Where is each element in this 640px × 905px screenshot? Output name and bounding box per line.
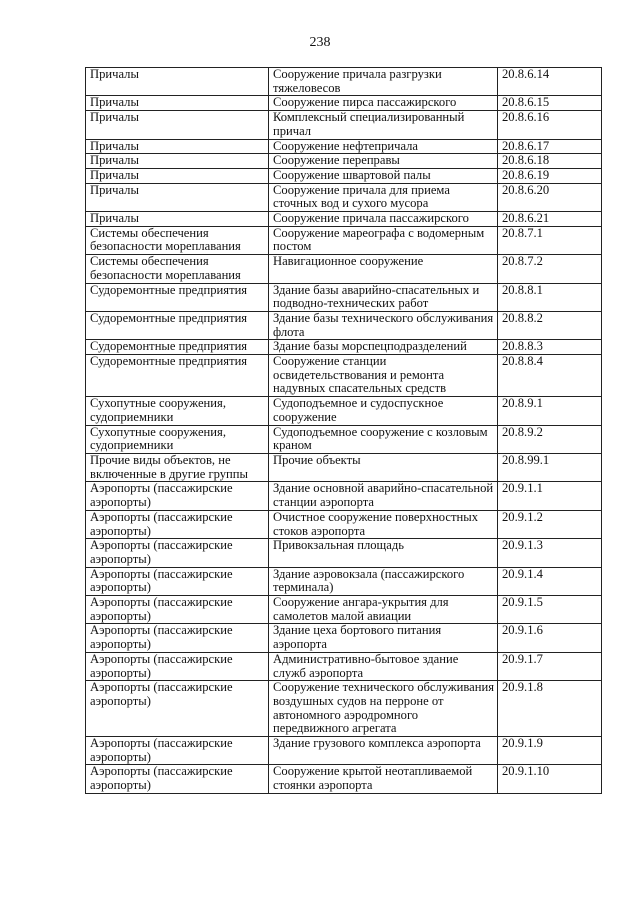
table-row — [86, 183, 602, 211]
group-cell: Прочие виды объектов, не включенные в другие группы — [86, 453, 269, 481]
code-cell: 20.9.1.6 — [498, 624, 602, 652]
group-cell: Причалы — [86, 154, 269, 169]
table-row — [86, 510, 602, 538]
object-cell: Здание базы морспецподразделений — [269, 340, 498, 355]
table-row — [86, 737, 602, 765]
code-cell: 20.8.9.2 — [498, 425, 602, 453]
code-cell: 20.8.6.20 — [498, 183, 602, 211]
table-row — [86, 311, 602, 339]
code-cell: 20.8.8.2 — [498, 311, 602, 339]
group-cell: Аэропорты (пассажирские аэропорты) — [86, 596, 269, 624]
object-cell: Сооружение причала для приема сточных вод и сухого мусора — [269, 183, 498, 211]
code-cell: 20.8.6.17 — [498, 139, 602, 154]
group-cell: Сухопутные сооружения, судоприемники — [86, 397, 269, 425]
table-row — [86, 453, 602, 481]
group-cell: Аэропорты (пассажирские аэропорты) — [86, 539, 269, 567]
object-cell: Сооружение технического обслуживания воздушных судов на перроне от автономного аэродромного передвижного агрегата — [269, 681, 498, 737]
table-row — [86, 168, 602, 183]
object-cell: Очистное сооружение поверхностных стоков аэропорта — [269, 510, 498, 538]
group-cell: Судоремонтные предприятия — [86, 340, 269, 355]
object-cell: Комплексный специализированный причал — [269, 111, 498, 139]
table-row — [86, 139, 602, 154]
code-cell: 20.9.1.3 — [498, 539, 602, 567]
table-row — [86, 355, 602, 397]
code-cell: 20.8.6.15 — [498, 96, 602, 111]
object-cell: Здание базы аварийно-спасательных и подводно-технических работ — [269, 283, 498, 311]
table-row — [86, 539, 602, 567]
code-cell: 20.8.7.2 — [498, 255, 602, 283]
page-number: 238 — [309, 35, 331, 50]
object-cell: Сооружение переправы — [269, 154, 498, 169]
object-cell: Сооружение нефтепричала — [269, 139, 498, 154]
table-row — [86, 212, 602, 227]
group-cell: Аэропорты (пассажирские аэропорты) — [86, 652, 269, 680]
table-row — [86, 283, 602, 311]
code-cell: 20.8.9.1 — [498, 397, 602, 425]
object-cell: Сооружение ангара-укрытия для самолетов малой авиации — [269, 596, 498, 624]
object-cell: Привокзальная площадь — [269, 539, 498, 567]
table-row — [86, 255, 602, 283]
group-cell: Причалы — [86, 212, 269, 227]
table-row — [86, 154, 602, 169]
object-cell: Здание аэровокзала (пассажирского терминала) — [269, 567, 498, 595]
object-cell: Сооружение причала разгрузки тяжеловесов — [269, 68, 498, 96]
code-cell: 20.9.1.9 — [498, 737, 602, 765]
code-cell: 20.9.1.7 — [498, 652, 602, 680]
table-row — [86, 624, 602, 652]
code-cell: 20.8.6.14 — [498, 68, 602, 96]
group-cell: Причалы — [86, 168, 269, 183]
object-cell: Сооружение крытой неотапливаемой стоянки аэропорта — [269, 765, 498, 793]
code-cell: 20.9.1.4 — [498, 567, 602, 595]
table-row — [86, 765, 602, 793]
object-cell: Сооружение причала пассажирского — [269, 212, 498, 227]
object-cell: Здание грузового комплекса аэропорта — [269, 737, 498, 765]
object-cell: Сооружение станции освидетельствования и ремонта надувных спасательных средств — [269, 355, 498, 397]
code-cell: 20.9.1.10 — [498, 765, 602, 793]
code-cell: 20.9.1.8 — [498, 681, 602, 737]
group-cell: Причалы — [86, 139, 269, 154]
objects-table — [85, 67, 602, 794]
object-cell: Сооружение пирса пассажирского — [269, 96, 498, 111]
group-cell: Аэропорты (пассажирские аэропорты) — [86, 567, 269, 595]
code-cell: 20.8.6.21 — [498, 212, 602, 227]
object-cell: Навигационное сооружение — [269, 255, 498, 283]
table-row — [86, 596, 602, 624]
code-cell: 20.9.1.1 — [498, 482, 602, 510]
table-row — [86, 482, 602, 510]
group-cell: Причалы — [86, 68, 269, 96]
code-cell: 20.8.7.1 — [498, 226, 602, 254]
table-row — [86, 68, 602, 96]
code-cell: 20.9.1.5 — [498, 596, 602, 624]
group-cell: Судоремонтные предприятия — [86, 283, 269, 311]
code-cell: 20.8.8.4 — [498, 355, 602, 397]
object-cell: Сооружение мареографа с водомерным постом — [269, 226, 498, 254]
group-cell: Аэропорты (пассажирские аэропорты) — [86, 765, 269, 793]
group-cell: Причалы — [86, 111, 269, 139]
table-row — [86, 397, 602, 425]
code-cell: 20.8.6.18 — [498, 154, 602, 169]
table-body — [86, 68, 602, 794]
group-cell: Сухопутные сооружения, судоприемники — [86, 425, 269, 453]
object-cell: Здание базы технического обслуживания флота — [269, 311, 498, 339]
group-cell: Аэропорты (пассажирские аэропорты) — [86, 624, 269, 652]
table-row — [86, 226, 602, 254]
code-cell: 20.8.8.1 — [498, 283, 602, 311]
group-cell: Аэропорты (пассажирские аэропорты) — [86, 482, 269, 510]
object-cell: Здание основной аварийно-спасательной станции аэропорта — [269, 482, 498, 510]
table-row — [86, 340, 602, 355]
table-row — [86, 96, 602, 111]
group-cell: Судоремонтные предприятия — [86, 311, 269, 339]
object-cell: Судоподъемное сооружение с козловым краном — [269, 425, 498, 453]
group-cell: Причалы — [86, 96, 269, 111]
group-cell: Аэропорты (пассажирские аэропорты) — [86, 510, 269, 538]
code-cell: 20.8.6.19 — [498, 168, 602, 183]
code-cell: 20.9.1.2 — [498, 510, 602, 538]
group-cell: Системы обеспечения безопасности мореплавания — [86, 226, 269, 254]
object-cell: Административно-бытовое здание служб аэропорта — [269, 652, 498, 680]
group-cell: Судоремонтные предприятия — [86, 355, 269, 397]
group-cell: Аэропорты (пассажирские аэропорты) — [86, 737, 269, 765]
table-row — [86, 681, 602, 737]
object-cell: Здание цеха бортового питания аэропорта — [269, 624, 498, 652]
code-cell: 20.8.8.3 — [498, 340, 602, 355]
code-cell: 20.8.6.16 — [498, 111, 602, 139]
object-cell: Сооружение швартовой палы — [269, 168, 498, 183]
table-row — [86, 567, 602, 595]
table-row — [86, 111, 602, 139]
code-cell: 20.8.99.1 — [498, 453, 602, 481]
group-cell: Причалы — [86, 183, 269, 211]
group-cell: Аэропорты (пассажирские аэропорты) — [86, 681, 269, 737]
group-cell: Системы обеспечения безопасности мореплавания — [86, 255, 269, 283]
table-row — [86, 652, 602, 680]
object-cell: Судоподъемное и судоспускное сооружение — [269, 397, 498, 425]
table-row — [86, 425, 602, 453]
object-cell: Прочие объекты — [269, 453, 498, 481]
